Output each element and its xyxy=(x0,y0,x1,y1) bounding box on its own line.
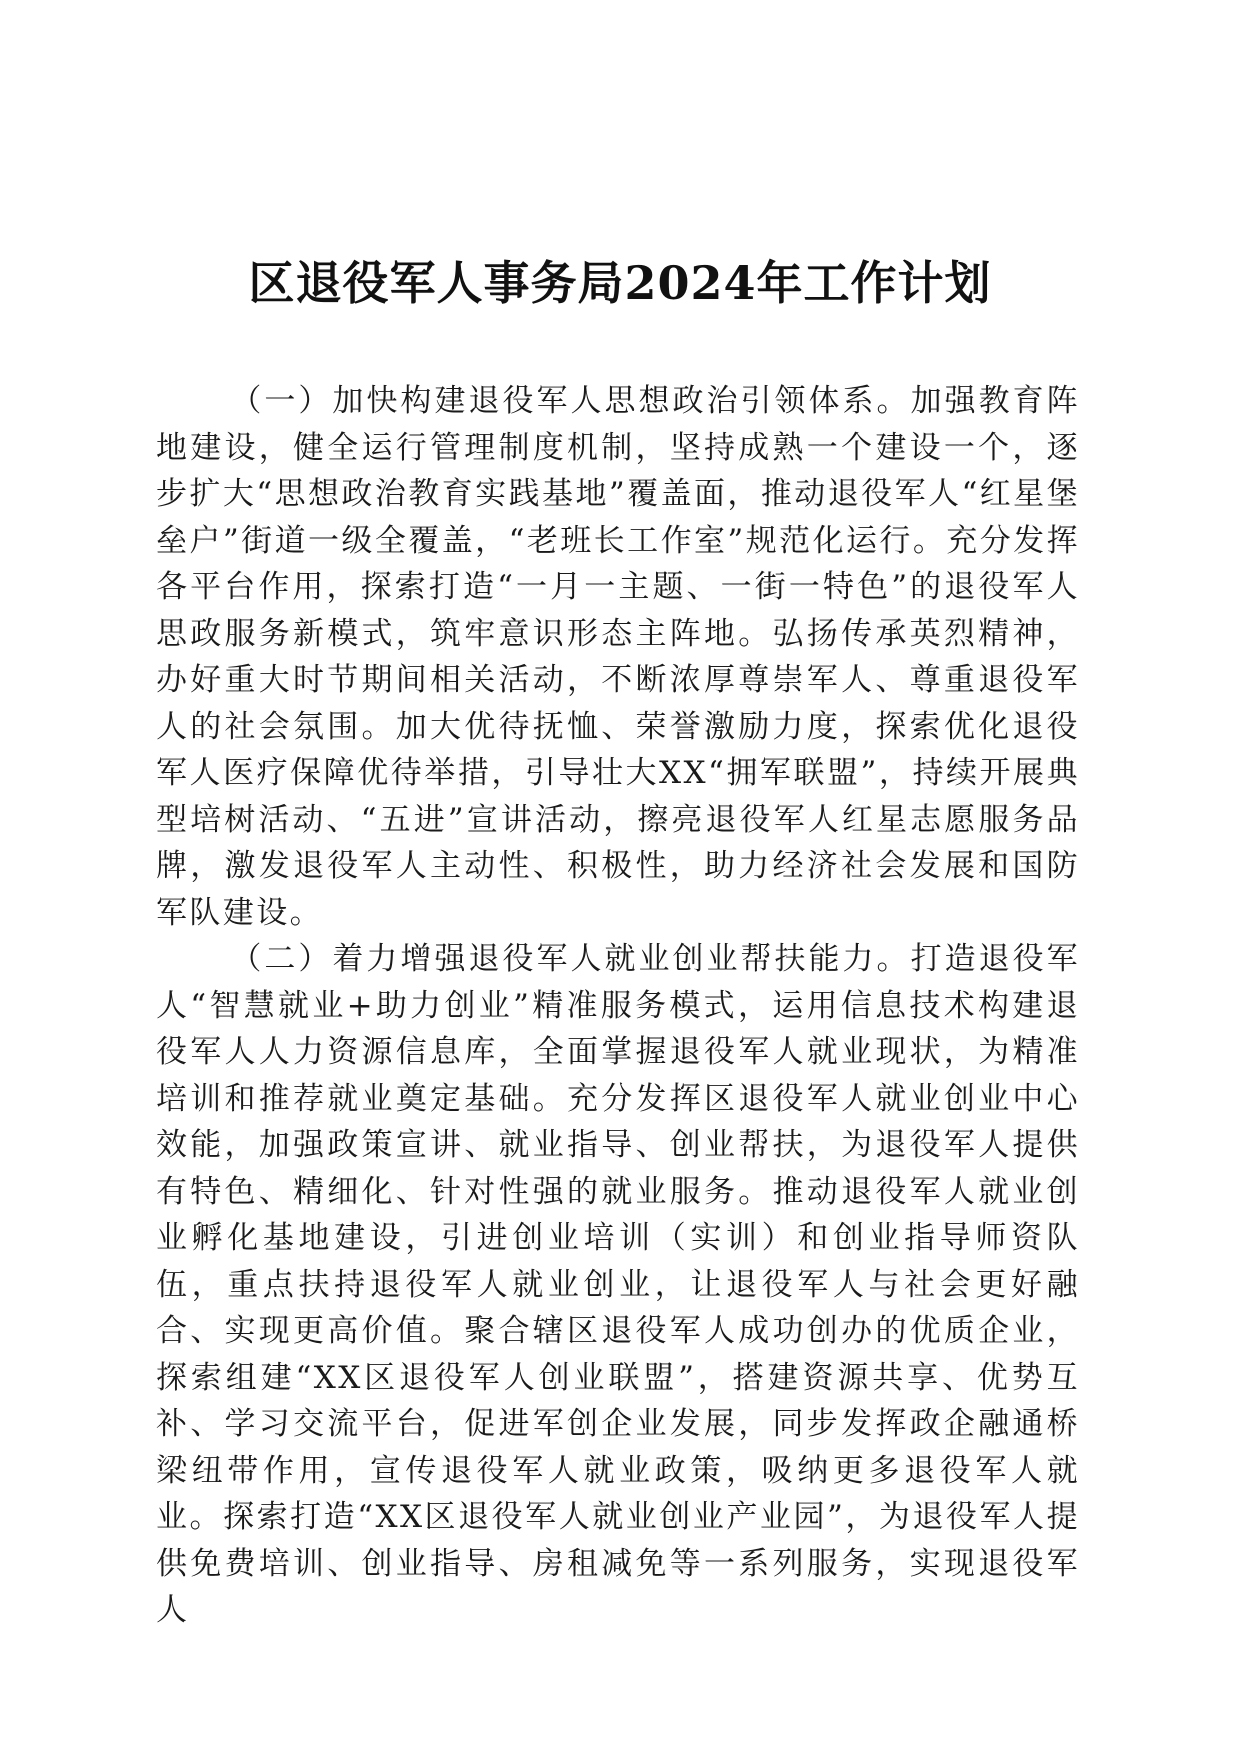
paragraph-1-heading: （一）加快构建退役军人思想政治引领体系。 xyxy=(230,383,911,419)
paragraph-2-text: 打造退役军人“智慧就业+助力创业”精准服务模式，运用信息技术构建退役军人人力资源信息库，全面掌握退役军人就业现状，为精准培训和推荐就业奠定基础。充分发挥区退役军人就业创业中心效能，加强政策宣讲、就业指导、创业帮扶，为退役军人提供有特色、精细化、针对性强的就业服务。推动退役军人就业创业孵化基地建设，引进创业培训（实训）和创业指导师资队伍，重点扶持退役军人就业创业，让退役军人与社会更好融合、实现更高价值。聚合辖区退役军人成功创办的优质企业，探索组建“XX区退役军人创业联盟”，搭建资源共享、优势互补、学习交流平台，促进军创企业发展，同步发挥政企融通桥梁纽带作用，宣传退役军人就业政策，吸纳更多退役军人就业。探索打造“XX区退役军人就业创业产业园”，为退役军人提供免费培训、创业指导、房租减免等一系列服务，实现退役军人 xyxy=(156,941,1081,1628)
paragraph-1 xyxy=(156,378,1080,936)
paragraph-1-text: 加强教育阵地建设，健全运行管理制度机制，坚持成熟一个建设一个，逐步扩大“思想政治教育实践基地”覆盖面，推动退役军人“红星堡垒户”街道一级全覆盖，“老班长工作室”规范化运行。充分发挥各平台作用，探索打造“一月一主题、一街一特色”的退役军人思政服务新模式，筑牢意识形态主阵地。弘扬传承英烈精神，办好重大时节期间相关活动，不断浓厚尊崇军人、尊重退役军人的社会氛围。加大优待抚恤、荣誉激励力度，探索优化退役军人医疗保障优待举措，引导壮大XX“拥军联盟”，持续开展典型培树活动、“五进”宣讲活动，擦亮退役军人红星志愿服务品牌，激发退役军人主动性、积极性，助力经济社会发展和国防军队建设。 xyxy=(156,383,1081,931)
paragraph-2-heading: （二）着力增强退役军人就业创业帮扶能力。 xyxy=(230,941,911,977)
paragraph-2 xyxy=(156,936,1080,1634)
document-title: 区退役军人事务局2024年工作计划 xyxy=(248,256,992,310)
document-body xyxy=(156,378,1080,1634)
